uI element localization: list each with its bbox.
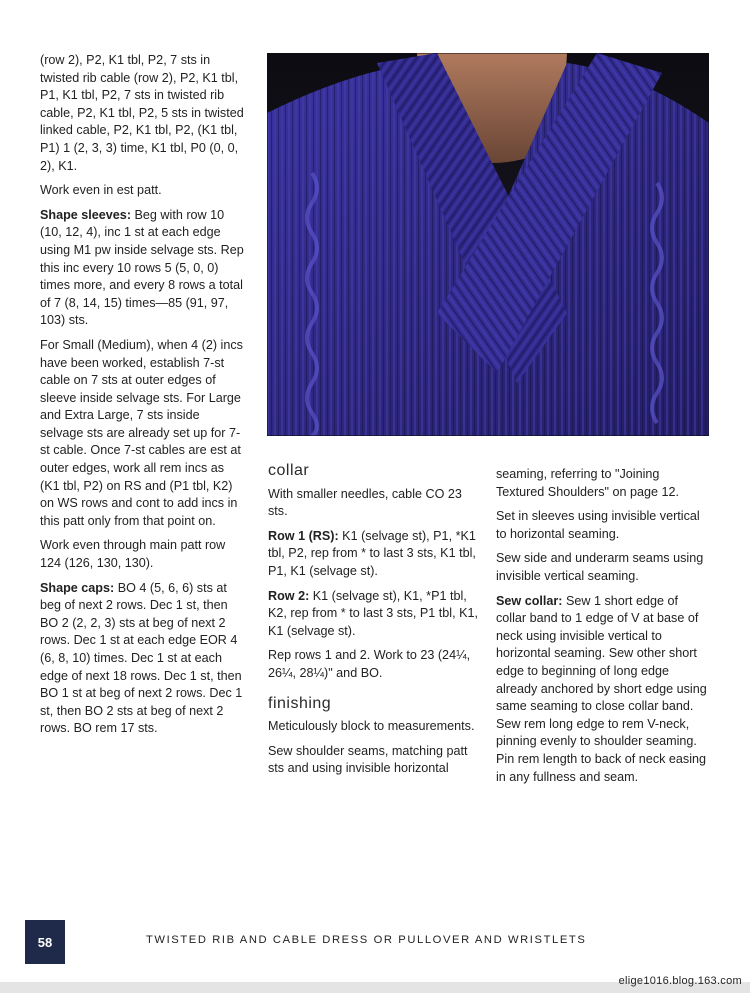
paragraph-block: Meticulously block to measurements. <box>268 719 475 734</box>
paragraph-row-2 <box>268 588 482 641</box>
shape-caps-label: Shape caps: <box>40 580 115 595</box>
paragraph-rep-rows: Rep rows 1 and 2. Work to 23 (24¼, 26¼, 28¼)" and BO. <box>268 648 471 680</box>
paragraph-work-even-main: Work even through main patt row 124 (126, 130, 130). <box>40 538 226 571</box>
paragraph-sew-collar <box>496 593 710 787</box>
paragraph-shape-sleeves <box>40 207 246 330</box>
row-1-label: Row 1 (RS): <box>268 528 339 543</box>
right-text-column <box>496 466 710 793</box>
paragraph-side-seams: Sew side and underarm seams using invisible vertical seaming. <box>496 551 704 583</box>
row-2-text: K1 (selvage st), K1, *P1 tbl, K2, rep from * to last 3 sts, P1 tbl, K1, K1 (selvage st). <box>268 588 478 638</box>
finishing-heading: finishing <box>268 694 332 712</box>
paragraph-collar-intro: With smaller needles, cable CO 23 sts. <box>268 486 462 519</box>
sew-collar-label: Sew collar: <box>496 593 563 608</box>
shape-sleeves-label: Shape sleeves: <box>40 207 132 222</box>
middle-text-column <box>268 462 482 785</box>
page-number: 58 <box>25 920 65 964</box>
paragraph-row2-continuation: (row 2), P2, K1 tbl, P2, 7 sts in twisted rib cable (row 2), P2, K1 tbl, P1, K1 tbl, P2, 7 sts in twisted rib cable, P2, K1 tbl, P2, 5 sts in twisted linked cable, P2, K1 tbl, P2, (K1 tbl, P1) 1 (2, 3, 3) time, K1 tbl, P0 (0, 0, 2), K1. <box>40 53 244 173</box>
row-1-text: K1 (selvage st), P1, *K1 tbl, P2, rep from * to last 3 sts, K1 tbl, P1, K1 (selvage st). <box>268 528 476 578</box>
paragraph-work-even: Work even in est patt. <box>40 183 162 198</box>
left-text-column <box>40 52 246 745</box>
paragraph-shoulder-seams: Sew shoulder seams, matching patt sts and using invisible horizontal <box>268 743 468 776</box>
running-title: TWISTED RIB AND CABLE DRESS OR PULLOVER AND WRISTLETS <box>146 934 587 946</box>
shape-caps-text: BO 4 (5, 6, 6) sts at beg of next 2 rows. Dec 1 st, then BO 2 (2, 2, 3) sts at beg of next 2 rows. Dec 1 st at each edge EOR 4 (6, 8, 10) times. Dec 1 st at each edge of next 18 rows. Dec 1 st, then BO 1 st at beg of next 2 rows. Dec 1 st, then BO 2 sts at beg of next 2 rows. BO rem 17 sts. <box>40 580 243 736</box>
paragraph-shape-caps <box>40 580 246 738</box>
row-2-label: Row 2: <box>268 588 310 603</box>
paragraph-row-1 <box>268 528 482 581</box>
sweater-collar-photo <box>267 53 709 436</box>
paragraph-seaming-ref: seaming, referring to "Joining Textured Shoulders" on page 12. <box>496 467 680 499</box>
watermark: elige1016.blog.163.com <box>618 975 742 987</box>
paragraph-small-medium: For Small (Medium), when 4 (2) incs have been worked, establish 7-st cable on 7 sts at outer edges of sleeve inside selvage sts. For Large and Extra Large, 7 sts inside selvage sts are already set up for 7-st cable. Once 7-st cables are est at outer edges, work all rem incs as (K1 tbl, P2) on RS and (P1 tbl, K2) on WS rows and cont to add incs in this patt only from that point on. <box>40 337 243 528</box>
paragraph-set-in-sleeves: Set in sleeves using invisible vertical to horizontal seaming. <box>496 509 700 541</box>
collar-heading: collar <box>268 462 310 479</box>
shape-sleeves-text: Beg with row 10 (10, 12, 4), inc 1 st at each edge using M1 pw inside selvage sts. Rep this inc every 10 rows 5 (5, 0, 0) times more, and every 8 rows a total of 7 (8, 14, 15) times—85 (91, 97, 103) sts. <box>40 207 244 328</box>
sew-collar-text: Sew 1 short edge of collar band to 1 edge of V at base of neck using invisible vertical to horizontal seaming. Sew other short edge to beginning of long edge already anchored by short edge using same seaming to close collar band. Sew rem long edge to rem V-neck, pinning evenly to shoulder seaming. Pin rem length to back of neck easing in any fullness and seam. <box>496 593 707 784</box>
